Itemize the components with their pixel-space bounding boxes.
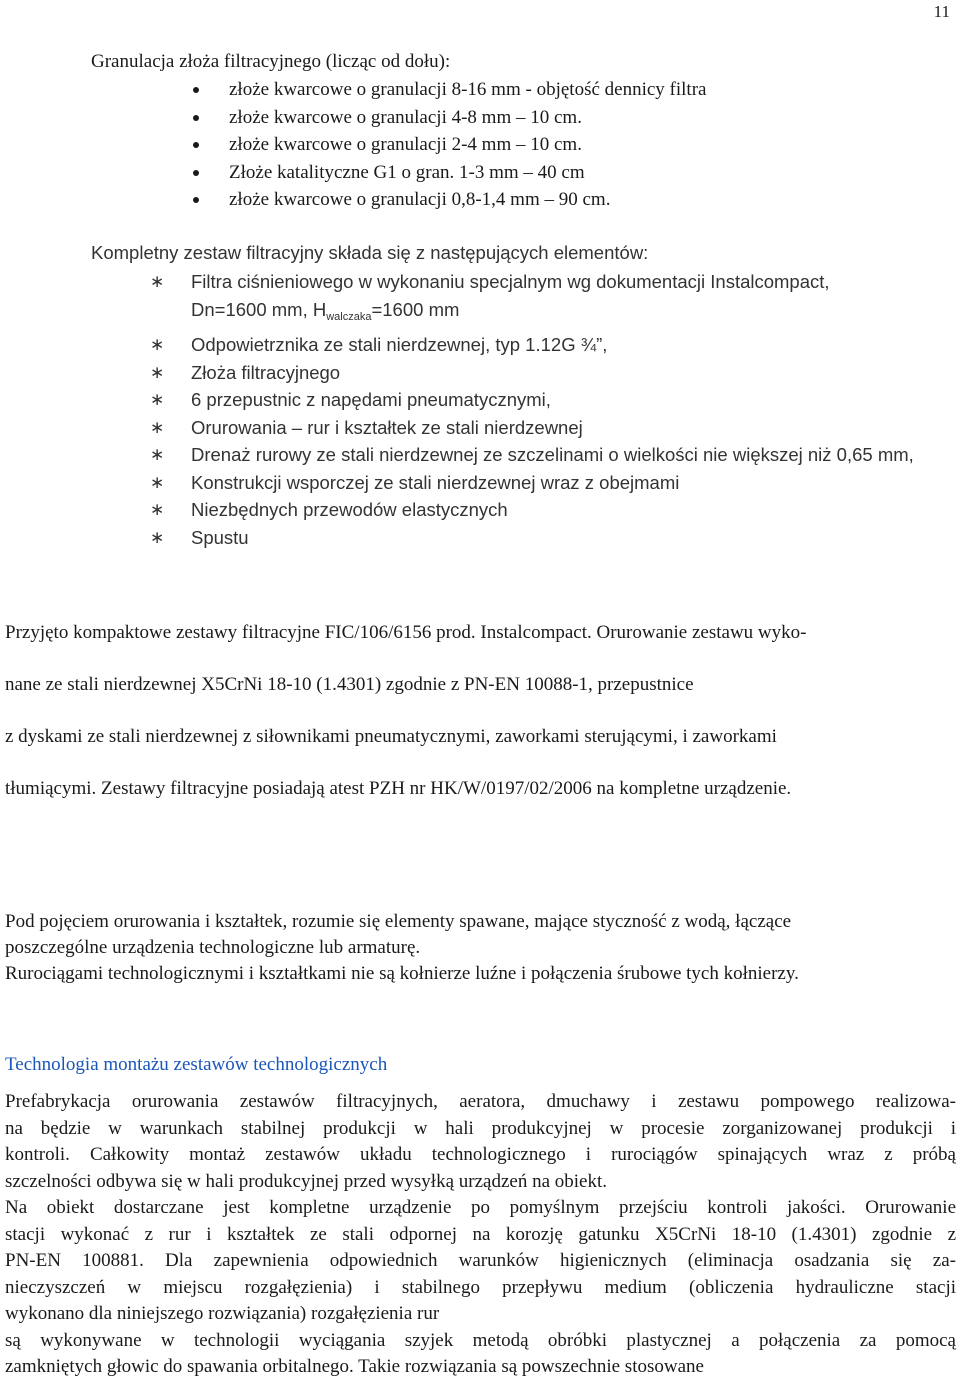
list-item: ∗ Niezbędnych przewodów elastycznych [0, 496, 960, 524]
paragraph-technology [5, 1089, 956, 1381]
asterisk-bullet-icon: ∗ [150, 362, 165, 382]
paragraph-piping-definition [5, 909, 953, 987]
list-item: ∗ 6 przepustnic z napędami pneumatycznymi, [0, 386, 960, 414]
list-item [0, 268, 960, 331]
list-item: ∗ Odpowietrznika ze stali nierdzewnej, typ 1.12G ¾”, [0, 331, 960, 359]
list-item: ∗ Złoża filtracyjnego [0, 359, 960, 387]
bullet-dot-icon [193, 115, 199, 121]
page-number: 11 [933, 2, 950, 21]
section-heading: Technologia montażu zestawów technologicznych [5, 1054, 388, 1075]
list-item: ∗ Orurowania – rur i kształtek ze stali nierdzewnej [0, 414, 960, 442]
paragraph-line: kontroli. Całkowity montaż zestawów układu technologicznego i rurociągów spinających wraz z próbą [5, 1144, 956, 1165]
paragraph-line: szczelności odbywa się w hali produkcyjnej przed wysyłką urządzeń na obiekt. [5, 1170, 607, 1192]
paragraph-line: z dyskami ze stali nierdzewnej z siłownikami pneumatycznymi, zaworkami sterującymi, i zaworkami [5, 726, 777, 747]
list-item: złoże kwarcowe o granulacji 0,8-1,4 mm – 90 cm. [0, 186, 706, 214]
paragraph-line: Na obiekt dostarczane jest kompletne urządzenie po pomyślnym przejściu kontroli jakości. Orurowanie [5, 1197, 956, 1218]
bullet-dot-icon [193, 197, 199, 203]
paragraph-line: Rurociągami technologicznymi i kształtkami nie są kołnierze luźne i połączenia śrubowe tych kołnierzy. [5, 963, 799, 984]
kit-list [0, 268, 960, 551]
paragraph-line: nieczyszczeń w miejscu rozgałęzienia) i stabilnego przepływu medium (obliczenia hydrauliczne stacji [5, 1276, 956, 1298]
paragraph-adopted-sets [5, 619, 953, 827]
asterisk-bullet-icon: ∗ [150, 417, 165, 437]
kit-item-filter-dims: Dn=1600 mm, $H_{walczaka}=1600$ mm [191, 298, 460, 323]
list-item: złoże kwarcowe o granulacji 8-16 mm - objętość dennicy filtra [0, 76, 706, 104]
paragraph-line: PN-EN 100881. Dla zapewnienia odpowiednich warunków higienicznych (eliminacja osadzania się za- [5, 1250, 956, 1271]
asterisk-bullet-icon: ∗ [150, 472, 165, 492]
asterisk-bullet-icon: ∗ [150, 390, 165, 409]
list-item: ∗ Spustu [0, 524, 960, 552]
list-item: złoże kwarcowe o granulacji 2-4 mm – 10 cm. [0, 131, 706, 159]
paragraph-line: na będzie w warunkach stabilnej produkcji w hali produkcyjnej w procesie zorganizowanej produkcji i [5, 1117, 956, 1139]
bullet-dot-icon [193, 142, 199, 148]
paragraph-line: zamkniętych głowic do spawania orbitalnego. Takie rozwiązania są powszechnie stosowane [5, 1356, 704, 1377]
bullet-dot-icon [193, 87, 199, 93]
asterisk-bullet-icon: ∗ [150, 445, 165, 464]
asterisk-bullet-icon: ∗ [150, 335, 165, 354]
list-item: ∗ Drenaż rurowy ze stali nierdzewnej ze szczelinami o wielkości nie większej niż 0,65 mm, [0, 441, 960, 469]
kit-item-filter: Filtra ciśnieniowego w wykonaniu specjalnym wg dokumentacji Instalcompact, [191, 271, 830, 292]
granulation-intro: Granulacja złoża filtracyjnego (licząc od dołu): [91, 51, 451, 72]
paragraph-line: stacji wykonać z rur i kształtek ze stali odpornej na korozję gatunku X5CrNi 18-10 (1.4301) zgodnie z [5, 1223, 956, 1245]
paragraph-line: Prefabrykacja orurowania zestawów filtracyjnych, aeratora, dmuchawy i zestawu pompowego realizowa- [5, 1091, 956, 1112]
list-item: ∗ Konstrukcji wsporczej ze stali nierdzewnej wraz z obejmami [0, 469, 960, 497]
paragraph-line: są wykonywane w technologii wyciągania szyjek metodą obróbki plastycznej a połączenia za pomocą [5, 1329, 956, 1351]
paragraph-line: tłumiącymi. Zestawy filtracyjne posiadają atest PZH nr HK/W/0197/02/2006 na kompletne urządzenie. [5, 778, 792, 799]
kit-intro: Kompletny zestaw filtracyjny składa się z następujących elementów: [91, 242, 649, 263]
granulation-list [0, 76, 706, 214]
paragraph-line: poszczególne urządzenia technologiczne lub armaturę. [5, 937, 421, 958]
paragraph-line: wykonano dla niniejszego rozwiązania) rozgałęzienia rur [5, 1303, 440, 1324]
paragraph-line: nane ze stali nierdzewnej X5CrNi 18-10 (1.4301) zgodnie z PN-EN 10088-1, przepustnice [5, 674, 694, 695]
bullet-dot-icon [193, 170, 199, 176]
paragraph-line: Pod pojęciem orurowania i kształtek, rozumie się elementy spawane, mające styczność z wodą, łączące [5, 911, 792, 932]
asterisk-bullet-icon: ∗ [150, 527, 165, 547]
paragraph-line: Przyjęto kompaktowe zestawy filtracyjne FIC/106/6156 prod. Instalcompact. Orurowanie zestawu wyko- [5, 622, 807, 643]
list-item: Złoże katalityczne G1 o gran. 1-3 mm – 40 cm [0, 159, 706, 187]
list-item: złoże kwarcowe o granulacji 4-8 mm – 10 cm. [0, 104, 706, 132]
asterisk-bullet-icon: ∗ [150, 500, 165, 519]
asterisk-bullet-icon: ∗ [150, 272, 165, 291]
